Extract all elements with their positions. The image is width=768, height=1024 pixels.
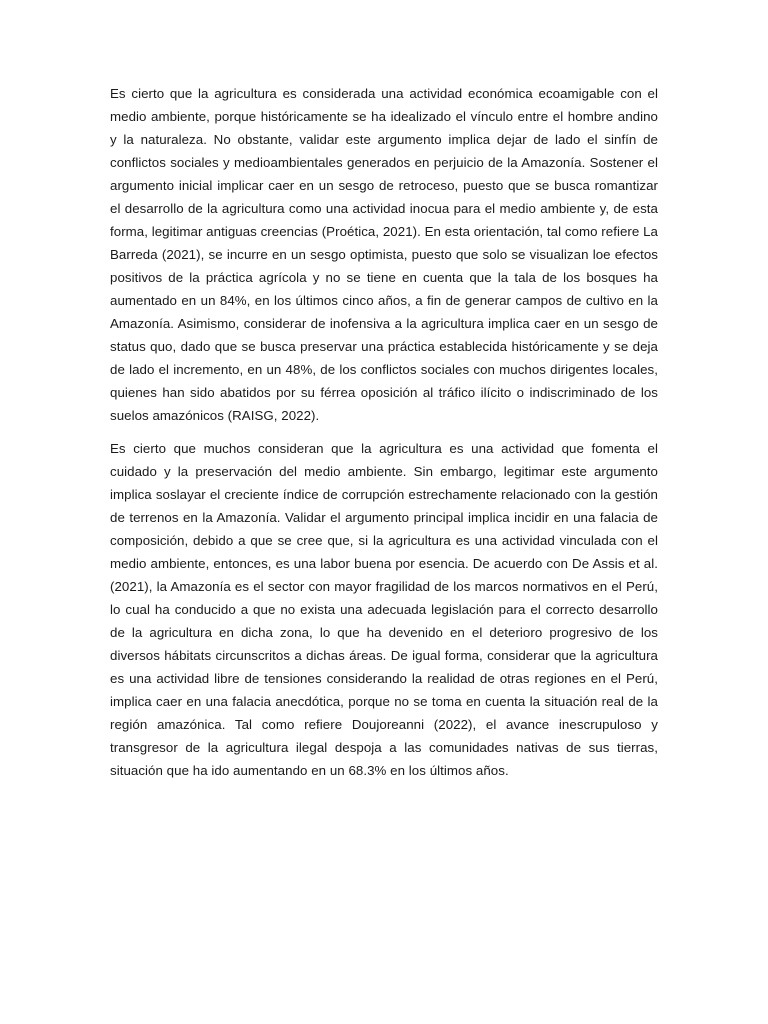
body-text — [110, 82, 658, 792]
paragraph-2: Es cierto que muchos consideran que la agricultura es una actividad que fomenta el cuidado y la preservación del medio ambiente. Sin embargo, legitimar este argumento implica soslayar el creciente índice de corrupción estrechamente relacionado con la gestión de terrenos en la Amazonía. Validar el argumento principal implica incidir en una falacia de composición, debido a que se cree que, si la agricultura es una actividad vinculada con el medio ambiente, entonces, es una labor buena por esencia. De acuerdo con De Assis et al. (2021), la Amazonía es el sector con mayor fragilidad de los marcos normativos en el Perú, lo cual ha conducido a que no exista una adecuada legislación para el correcto desarrollo de la agricultura en dicha zona, lo que ha devenido en el deterioro progresivo de los diversos hábitats circunscritos a dichas áreas. De igual forma, considerar que la agricultura es una actividad libre de tensiones considerando la realidad de otras regiones en el Perú, implica caer en una falacia anecdótica, porque no se toma en cuenta la situación real de la región amazónica. Tal como refiere Doujoreanni (2022), el avance inescrupuloso y transgresor de la agricultura ilegal despoja a las comunidades nativas de sus tierras, situación que ha ido aumentando en un 68.3% en los últimos años. — [110, 441, 658, 778]
paragraph-1: Es cierto que la agricultura es considerada una actividad económica ecoamigable con el medio ambiente, porque históricamente se ha idealizado el vínculo entre el hombre andino y la naturaleza. No obstante, validar este argumento implica dejar de lado el sinfín de conflictos sociales y medioambientales generados en perjuicio de la Amazonía. Sostener el argumento inicial implicar caer en un sesgo de retroceso, puesto que se busca romantizar el desarrollo de la agricultura como una actividad inocua para el medio ambiente y, de esta forma, legitimar antiguas creencias (Proética, 2021). En esta orientación, tal como refiere La Barreda (2021), se incurre en un sesgo optimista, puesto que solo se visualizan loe efectos positivos de la práctica agrícola y no se tiene en cuenta que la tala de los bosques ha aumentado en un 84%, en los últimos cinco años, a fin de generar campos de cultivo en la Amazonía. Asimismo, considerar de inofensiva a la agricultura implica caer en un sesgo de status quo, dado que se busca preservar una práctica establecida históricamente y se deja de lado el incremento, en un 48%, de los conflictos sociales con muchos dirigentes locales, quienes han sido abatidos por su férrea oposición al tráfico ilícito o indiscriminado de los suelos amazónicos (RAISG, 2022). — [110, 86, 658, 423]
